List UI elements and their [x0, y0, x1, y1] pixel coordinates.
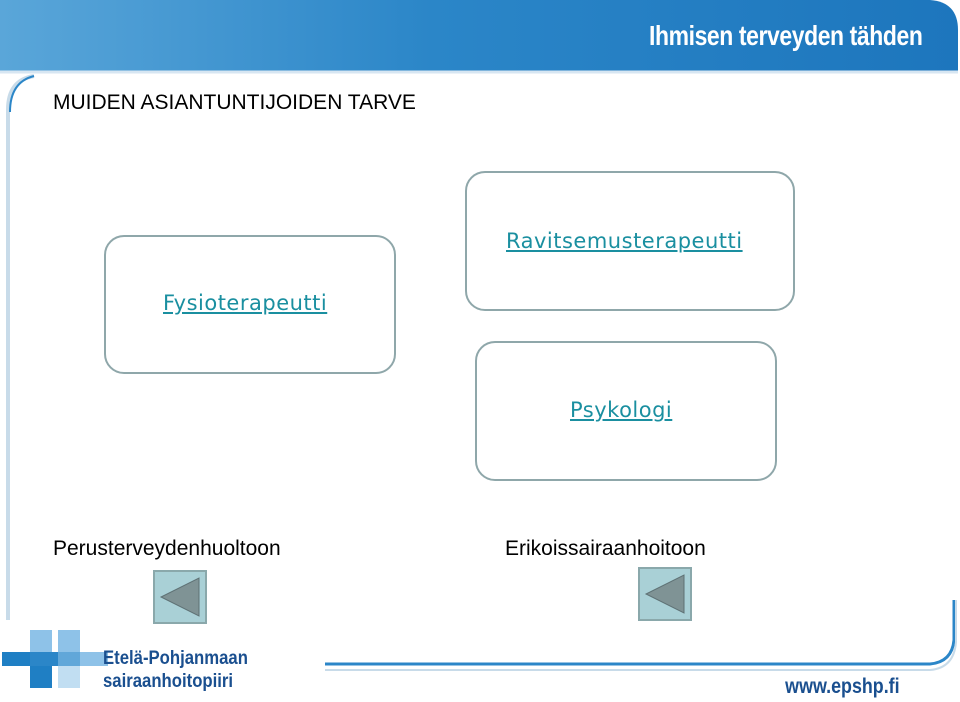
- org-name-line2: sairaanhoitopiiri: [103, 671, 234, 692]
- link-psykologi[interactable]: Psykologi: [570, 398, 673, 422]
- back-arrow-icon: [640, 569, 690, 619]
- header-tagline: Ihmisen terveyden tähden: [648, 20, 922, 51]
- back-button-perusterveydenhuolto[interactable]: [153, 570, 207, 624]
- link-fysioterapeutti[interactable]: Fysioterapeutti: [163, 291, 328, 315]
- caption-erikoissairaanhoito: Erikoissairaanhoitoon: [505, 537, 706, 560]
- back-arrow-icon: [155, 572, 205, 622]
- back-button-erikoissairaanhoito[interactable]: [638, 567, 692, 621]
- link-ravitsemusterapeutti[interactable]: Ravitsemusterapeutti: [506, 229, 743, 253]
- org-name-line1: Etelä-Pohjanmaan: [103, 648, 248, 669]
- caption-perusterveydenhuolto: Perusterveydenhuoltoon: [53, 537, 281, 560]
- cross-logo-icon: [0, 626, 110, 692]
- site-url-link[interactable]: www.epshp.fi: [785, 675, 900, 698]
- slide-title: MUIDEN ASIANTUNTIJOIDEN TARVE: [53, 91, 416, 114]
